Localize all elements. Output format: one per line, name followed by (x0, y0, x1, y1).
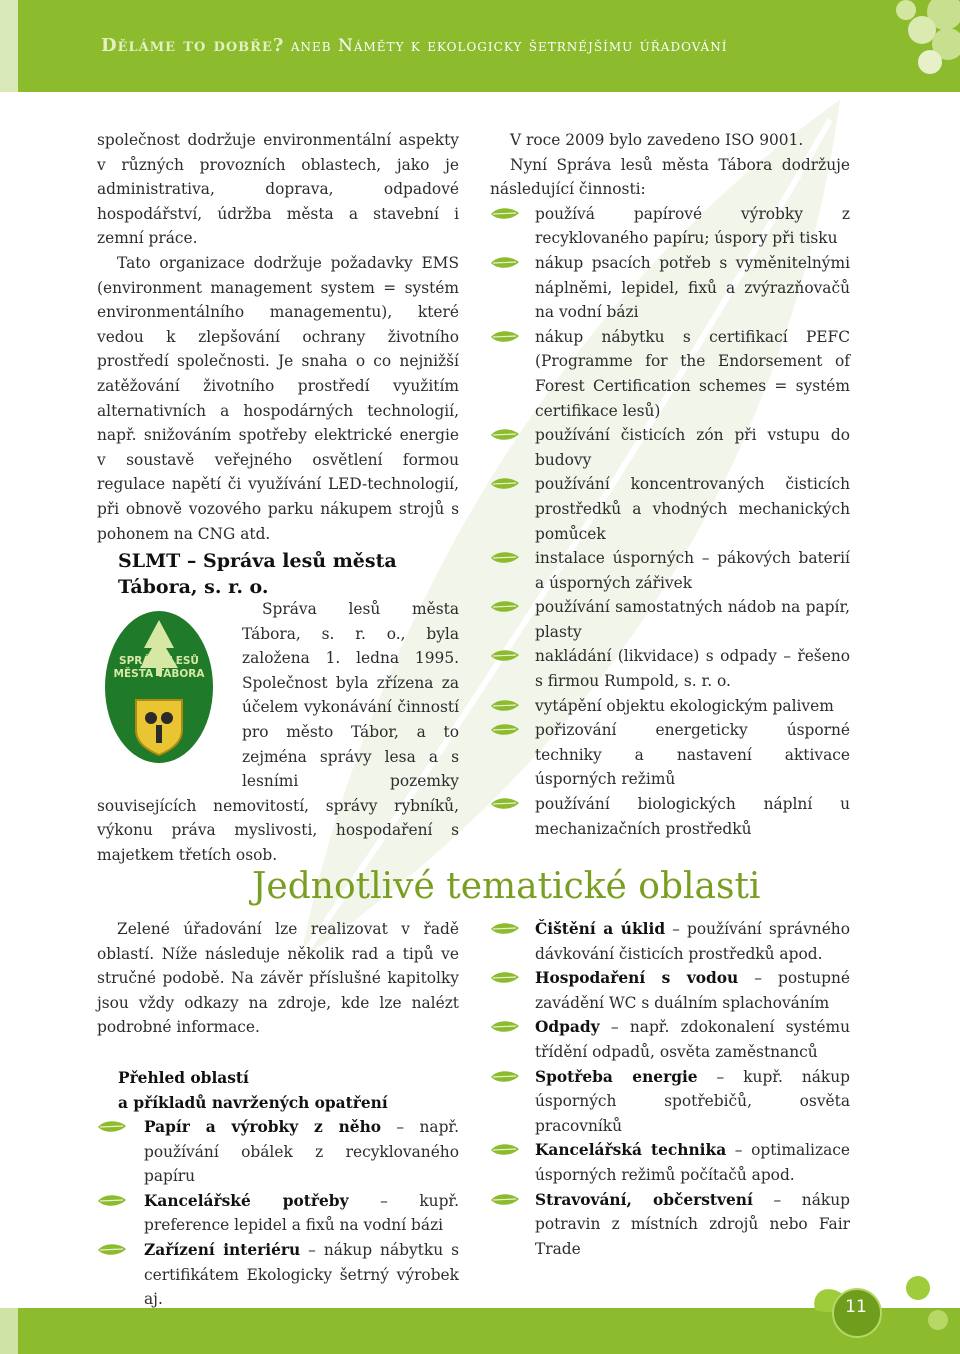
list-item (97, 1238, 459, 1312)
leaf-bullet-icon (490, 1144, 520, 1156)
list-item-term: Papír a výrobky z něho (144, 1118, 382, 1136)
leaf-bullet-icon (490, 601, 520, 613)
list-item-text: používá papírové výrobky z recyklovaného papíru; úspory při tisku (535, 204, 850, 248)
leaf-bullet-icon (490, 331, 520, 343)
list-item-text: používání samostatných nádob na papír, plasty (535, 598, 850, 641)
list-item-text: nakládání (likvidace) s odpady – řešeno s firmou Rumpold, s. r. o. (535, 647, 850, 691)
leaf-bullet-icon (490, 429, 520, 441)
list-item-text: instalace úsporných – pákových baterií a úsporných zářivek (535, 549, 850, 592)
list-item (97, 1115, 459, 1189)
footer-corner-stripe (0, 1308, 18, 1354)
list-item (535, 1065, 850, 1139)
list-item-term: Kancelářské potřeby (144, 1191, 349, 1210)
header-corner-stripe (0, 0, 18, 92)
list-item-desc: – nákup potravin z místních zdrojů nebo Fair Trade (535, 1190, 850, 1258)
list-item-term: Hospodaření s vodou (535, 969, 739, 988)
list-item-desc: – kupř. preference lepidel a fixů na vodní bázi (144, 1191, 459, 1235)
leaf-bullet-icon (490, 724, 520, 736)
leaf-bullet-icon (490, 798, 520, 810)
leaf-bullet-icon (490, 478, 520, 490)
list-item-text: používání koncentrovaných čisticích prostředků a vhodných mechanických pomůcek (535, 475, 850, 543)
list-item (490, 644, 850, 693)
leaf-bullet-icon (490, 208, 520, 220)
list-item (490, 718, 850, 792)
right-column-top (490, 128, 850, 841)
list-item-desc: – např. zdokonalení systému třídění odpadů, osvěta zaměstnanců (535, 1018, 850, 1061)
leaf-bullet-icon (490, 1021, 520, 1033)
leaf-bullet-icon (490, 923, 520, 935)
leaf-bullet-icon (490, 972, 520, 984)
overview-list (97, 1115, 459, 1312)
list-item-text: používání čisticích zón při vstupu do budovy (535, 426, 850, 469)
running-header (101, 35, 727, 56)
list-item-text: používání biologických náplní u mechanizačních prostředků (535, 795, 850, 838)
leaf-bullet-icon (490, 650, 520, 662)
list-item (490, 694, 850, 719)
overview-heading (118, 1066, 448, 1115)
list-item-desc: – postupné zavádění WC s duálním splachováním (535, 969, 850, 1012)
overview-heading-line1: Přehled oblastí (118, 1069, 249, 1087)
list-item-term: Kancelářská technika (535, 1141, 727, 1160)
list-item-term: Zařízení interiéru (144, 1240, 301, 1259)
right-column-bottom (535, 917, 850, 1261)
leaf-bullet-icon (97, 1195, 127, 1207)
list-item-desc: – např. používání obálek z recyklovaného papíru (144, 1118, 459, 1186)
organization-heading: SLMT – Správa lesů města Tábora, s. r. o. (118, 550, 397, 598)
paragraph-company-aspects: společnost dodržuje environmentální aspekty v různých provozních oblastech, jako je administrativa, doprava, odpadové hospodářství, údržba města a stavební i zemní práce. (97, 131, 459, 248)
running-header-rest: aneb Náměty k ekologicky šetrnějšímu úřadování (284, 36, 728, 56)
list-item (97, 1189, 459, 1238)
list-item (490, 546, 850, 595)
page-number-grape-icon (810, 1270, 960, 1354)
leaf-bullet-icon (490, 1194, 520, 1206)
list-item-term: Odpady (535, 1018, 600, 1037)
leaf-bullet-icon (490, 257, 520, 269)
list-item-text: nákup psacích potřeb s vyměnitelnými náplněmi, lepidel, fixů a zvýrazňovačů na vodní bázi (535, 253, 850, 322)
list-item-term: Čištění a úklid (535, 920, 666, 938)
list-item (535, 1138, 850, 1187)
paragraph-green-office-intro: Zelené úřadování lze realizovat v řadě oblastí. Níže následuje několik rad a tipů ve stručné podobě. Na závěr příslušné kapitolky jsou vždy odkazy na zdroje, kde lze nalézt podrobné informace. (97, 920, 459, 1037)
list-item (490, 423, 850, 472)
list-item-desc: – používání správného dávkování čisticích prostředků apod. (535, 920, 850, 963)
list-item-text: nákup nábytku s certifikací PEFC (Programme for the Endorsement of Forest Certification schemes = systém certifikace lesů) (535, 327, 850, 420)
section-title: Jednotlivé tematické oblasti (252, 866, 761, 907)
list-item-text: pořizování energeticky úsporné techniky a nastavení aktivace úsporných režimů (535, 721, 850, 789)
paragraph-ems: Tato organizace dodržuje požadavky EMS (environment management system = systém environmentálního managementu), které vedou k zlepšování ochrany životního prostředí společnosti. Je snaha o co nejnižší zatěžování životního prostředí využitím alternativních a hospodárných technologií, např. snižováním spotřeby elektrické energie v soustavě veřejného osvětlení formou regulace napětí či využívání LED-technologií, při obnově vozového parku nákupem strojů s pohonem na CNG atd. (97, 253, 459, 543)
list-item-text: vytápění objektu ekologickým palivem (535, 696, 834, 715)
list-item (490, 792, 850, 841)
overview-heading-line2: a příkladů navržených opatření (118, 1093, 388, 1112)
list-item (490, 202, 850, 251)
list-item-desc: – nákup nábytku s certifikátem Ekologicky šetrný výrobek aj. (144, 1240, 459, 1309)
leaf-bullet-icon (97, 1244, 127, 1256)
list-item (490, 325, 850, 423)
areas-list (535, 917, 850, 1261)
activities-list (490, 202, 850, 841)
list-item (490, 595, 850, 644)
list-item (535, 1188, 850, 1262)
left-column-top (97, 128, 459, 546)
list-item-desc: – kupř. nákup úsporných spotřebičů, osvěta pracovníků (535, 1067, 850, 1135)
logo-text: SPRÁVA LESŮ MĚSTA TÁBORA (113, 655, 205, 680)
running-header-lead: Děláme to dobře? (101, 35, 285, 56)
paragraph-organization: Správa lesů města Tábora, s. r. o., byla založena 1. ledna 1995. Společnost byla zřízena za účelem vykonávání činností pro město Tábor, a to zejména správy lesa a s lesními pozemky souvisejících nemovitostí, správy rybníků, výkonu práva myslivosti, hospodaření s majetkem třetích osob. (97, 600, 459, 864)
list-item (535, 1015, 850, 1064)
list-item (535, 917, 850, 966)
left-column-bottom (97, 917, 459, 1040)
list-item (490, 251, 850, 325)
page-number: 11 (845, 1297, 867, 1317)
list-item-term: Stravování, občerstvení (535, 1190, 753, 1209)
paragraph-iso: V roce 2009 bylo zavedeno ISO 9001. (510, 131, 804, 149)
list-item (490, 472, 850, 546)
list-item (535, 966, 850, 1015)
list-item-term: Spotřeba energie (535, 1067, 698, 1086)
leaf-bullet-icon (490, 552, 520, 564)
paragraph-activities-intro: Nyní Správa lesů města Tábora dodržuje následující činnosti: (490, 155, 850, 199)
organization-body (97, 597, 459, 868)
leaf-bullet-icon (97, 1121, 127, 1133)
leaf-bullet-icon (490, 1071, 520, 1083)
leaf-bullet-icon (490, 700, 520, 712)
logo-wrap-spacer (97, 597, 242, 781)
list-item-desc: – optimalizace úsporných režimů počítačů apod. (535, 1141, 850, 1184)
grape-decoration-icon (850, 0, 960, 92)
